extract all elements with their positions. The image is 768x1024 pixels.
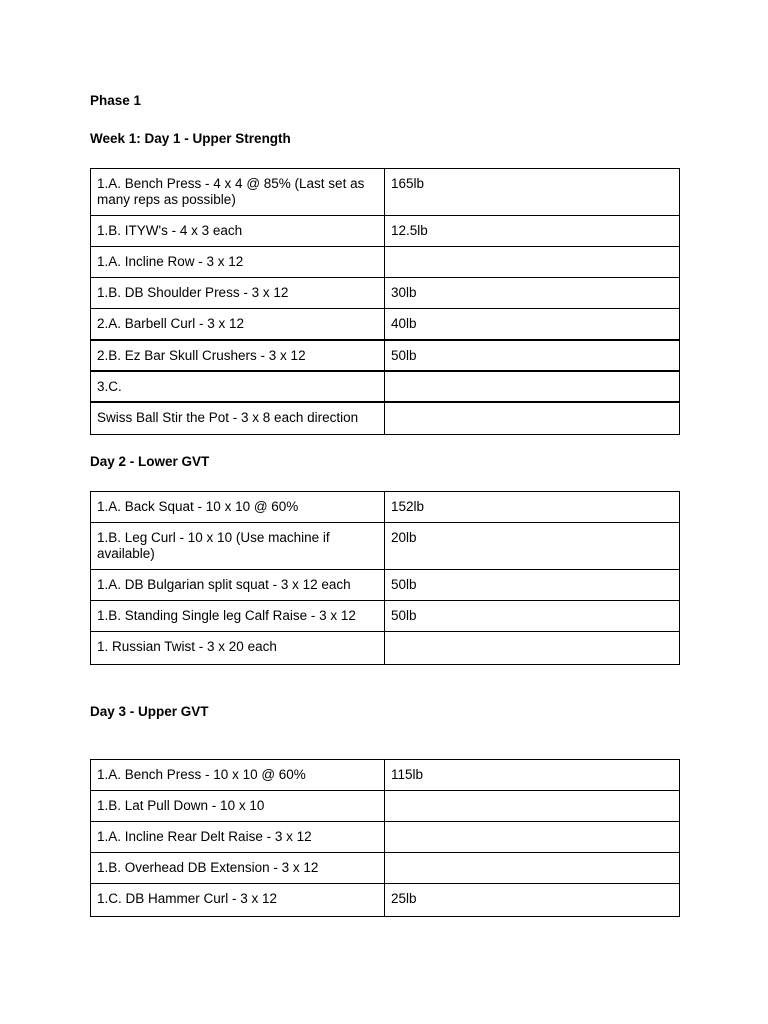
weight-cell: 115lb (385, 760, 680, 791)
weight-cell: 152lb (385, 492, 680, 523)
exercise-cell: Swiss Ball Stir the Pot - 3 x 8 each direction (91, 402, 385, 435)
table-row (91, 402, 680, 435)
exercise-cell: 1.B. Overhead DB Extension - 3 x 12 (91, 853, 385, 884)
weight-cell (385, 371, 680, 402)
exercise-cell: 1.A. Incline Row - 3 x 12 (91, 247, 385, 278)
weight-cell: 50lb (385, 601, 680, 632)
weight-cell: 50lb (385, 570, 680, 601)
weight-cell: 12.5lb (385, 216, 680, 247)
weight-cell (385, 791, 680, 822)
weight-cell: 50lb (385, 340, 680, 371)
weight-cell: 25lb (385, 884, 680, 917)
table-row (91, 216, 680, 247)
exercise-cell: 2.B. Ez Bar Skull Crushers - 3 x 12 (91, 340, 385, 371)
table-row (91, 247, 680, 278)
table-row (91, 371, 680, 402)
exercise-cell: 1.B. Lat Pull Down - 10 x 10 (91, 791, 385, 822)
table-row (91, 340, 680, 371)
day3-title: Day 3 - Upper GVT (90, 704, 209, 719)
exercise-cell: 1.A. DB Bulgarian split squat - 3 x 12 each (91, 570, 385, 601)
table-row (91, 853, 680, 884)
weight-cell: 165lb (385, 169, 680, 216)
exercise-cell: 1.A. Bench Press - 4 x 4 @ 85% (Last set as many reps as possible) (91, 169, 385, 216)
table-row (91, 570, 680, 601)
day3-table (90, 759, 680, 917)
table-row (91, 822, 680, 853)
weight-cell (385, 822, 680, 853)
weight-cell: 40lb (385, 309, 680, 340)
table-row (91, 760, 680, 791)
table-row (91, 169, 680, 216)
weight-cell (385, 853, 680, 884)
weight-cell (385, 632, 680, 665)
table-row (91, 791, 680, 822)
exercise-cell: 1.B. Standing Single leg Calf Raise - 3 x 12 (91, 601, 385, 632)
exercise-cell: 3.C. (91, 371, 385, 402)
exercise-cell: 1.A. Incline Rear Delt Raise - 3 x 12 (91, 822, 385, 853)
exercise-cell: 1. Russian Twist - 3 x 20 each (91, 632, 385, 665)
table-row (91, 492, 680, 523)
day2-title: Day 2 - Lower GVT (90, 454, 210, 469)
weight-cell (385, 402, 680, 435)
table-row (91, 632, 680, 665)
exercise-cell: 1.C. DB Hammer Curl - 3 x 12 (91, 884, 385, 917)
phase-title: Phase 1 (90, 93, 142, 108)
weight-cell: 30lb (385, 278, 680, 309)
exercise-cell: 1.B. ITYW's - 4 x 3 each (91, 216, 385, 247)
table-row (91, 601, 680, 632)
table-row (91, 884, 680, 917)
exercise-cell: 2.A. Barbell Curl - 3 x 12 (91, 309, 385, 340)
exercise-cell: 1.B. DB Shoulder Press - 3 x 12 (91, 278, 385, 309)
day1-title: Week 1: Day 1 - Upper Strength (90, 131, 291, 146)
table-row (91, 523, 680, 570)
exercise-cell: 1.B. Leg Curl - 10 x 10 (Use machine if available) (91, 523, 385, 570)
weight-cell (385, 247, 680, 278)
exercise-cell: 1.A. Bench Press - 10 x 10 @ 60% (91, 760, 385, 791)
exercise-cell: 1.A. Back Squat - 10 x 10 @ 60% (91, 492, 385, 523)
table-row (91, 278, 680, 309)
weight-cell: 20lb (385, 523, 680, 570)
day1-table (90, 168, 680, 435)
table-row (91, 309, 680, 340)
day2-table (90, 491, 680, 665)
